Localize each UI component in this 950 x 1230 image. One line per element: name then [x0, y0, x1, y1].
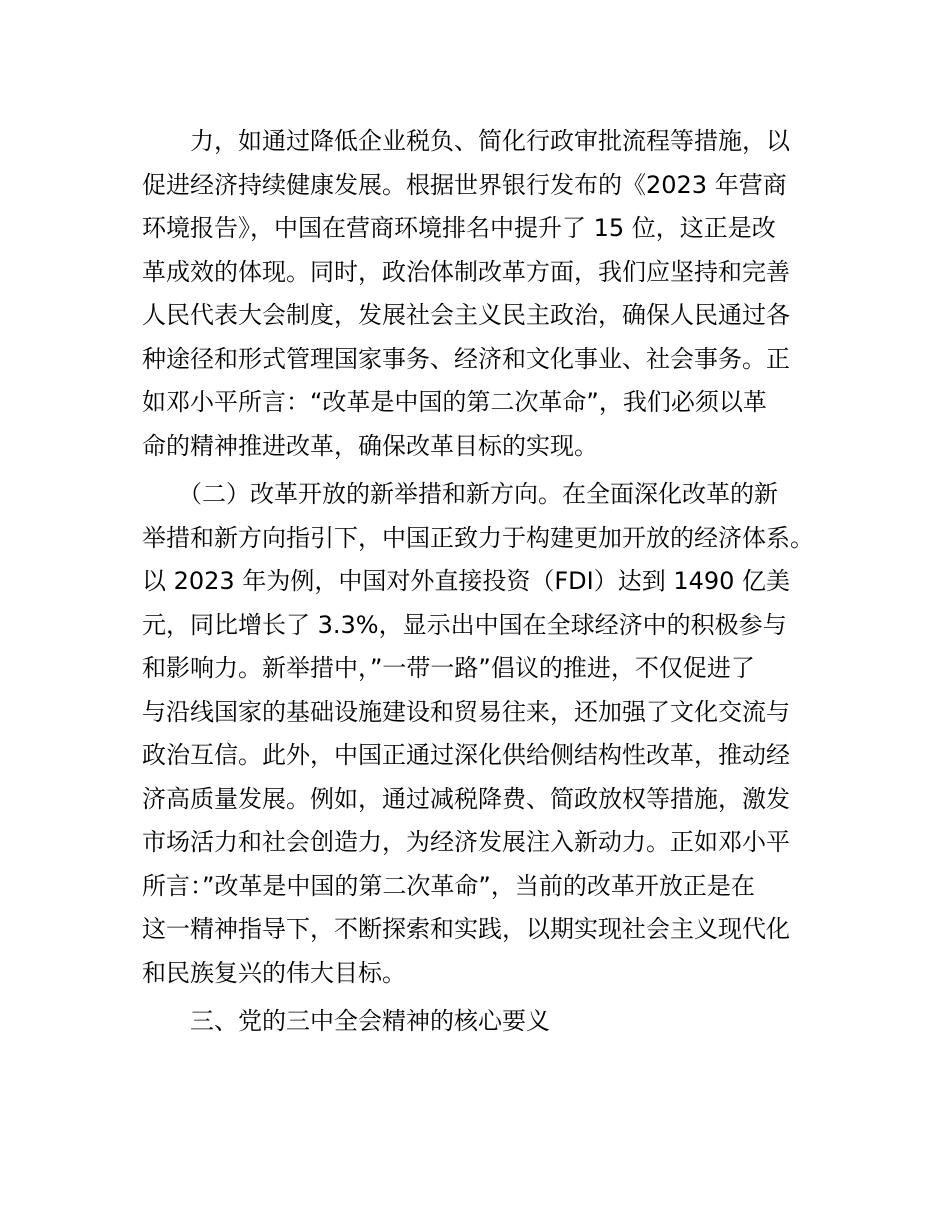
- text-line: 环境报告》，中国在营商环境排名中提升了 15 位，这正是改: [142, 214, 776, 242]
- paragraph-reform-effects: [142, 120, 810, 468]
- text-line: 举措和新方向指引下，中国正致力于构建更加开放的经济体系。: [142, 523, 814, 552]
- text-line: 人民代表大会制度，发展社会主义民主政治，确保人民通过各: [142, 301, 790, 329]
- section-heading: 三、党的三中全会精神的核心要义: [142, 1007, 550, 1035]
- text-line: 市场活力和社会创造力，为经济发展注入新动力。正如邓小平: [142, 828, 790, 856]
- text-line: 所言：”改革是中国的第二次革命”，当前的改革开放正是在: [142, 871, 755, 900]
- text-line: 与沿线国家的基础设施建设和贸易往来，还加强了文化交流与: [142, 697, 790, 726]
- text-line: 和影响力。新举措中，”一带一路”倡议的推进，不仅促进了: [142, 654, 755, 682]
- text-line: 这一精神指导下，不断探索和实践，以期实现社会主义现代化: [142, 915, 790, 943]
- text-line: 济高质量发展。例如，通过减税降费、简政放权等措施，激发: [142, 784, 790, 813]
- paragraph-new-measures: [142, 473, 814, 995]
- text-line: 革成效的体现。同时，政治体制改革方面，我们应坚持和完善: [142, 257, 790, 286]
- text-line: 元，同比增长了 3.3%，显示出中国在全球经济中的积极参与: [142, 610, 787, 639]
- text-line: 促进经济持续健康发展。根据世界银行发布的《2023 年营商: [142, 170, 787, 199]
- text-line: 命的精神推进改革，确保改革目标的实现。: [142, 431, 598, 460]
- text-line: 以 2023 年为例，中国对外直接投资（FDI）达到 1490 亿美: [142, 567, 791, 595]
- text-line: 政治互信。此外，中国正通过深化供给侧结构性改革，推动经: [142, 741, 790, 769]
- document-body: [142, 120, 814, 1044]
- text-line: 如邓小平所言：“改革是中国的第二次革命”，我们必须以革: [142, 388, 767, 416]
- text-line: 种途径和形式管理国家事务、经济和文化事业、社会事务。正: [142, 344, 790, 373]
- text-line: （二）改革开放的新举措和新方向。在全面深化改革的新: [142, 480, 778, 508]
- text-line: 和民族复兴的伟大目标。: [142, 958, 406, 987]
- text-line: 力，如通过降低企业税负、简化行政审批流程等措施，以: [142, 127, 790, 155]
